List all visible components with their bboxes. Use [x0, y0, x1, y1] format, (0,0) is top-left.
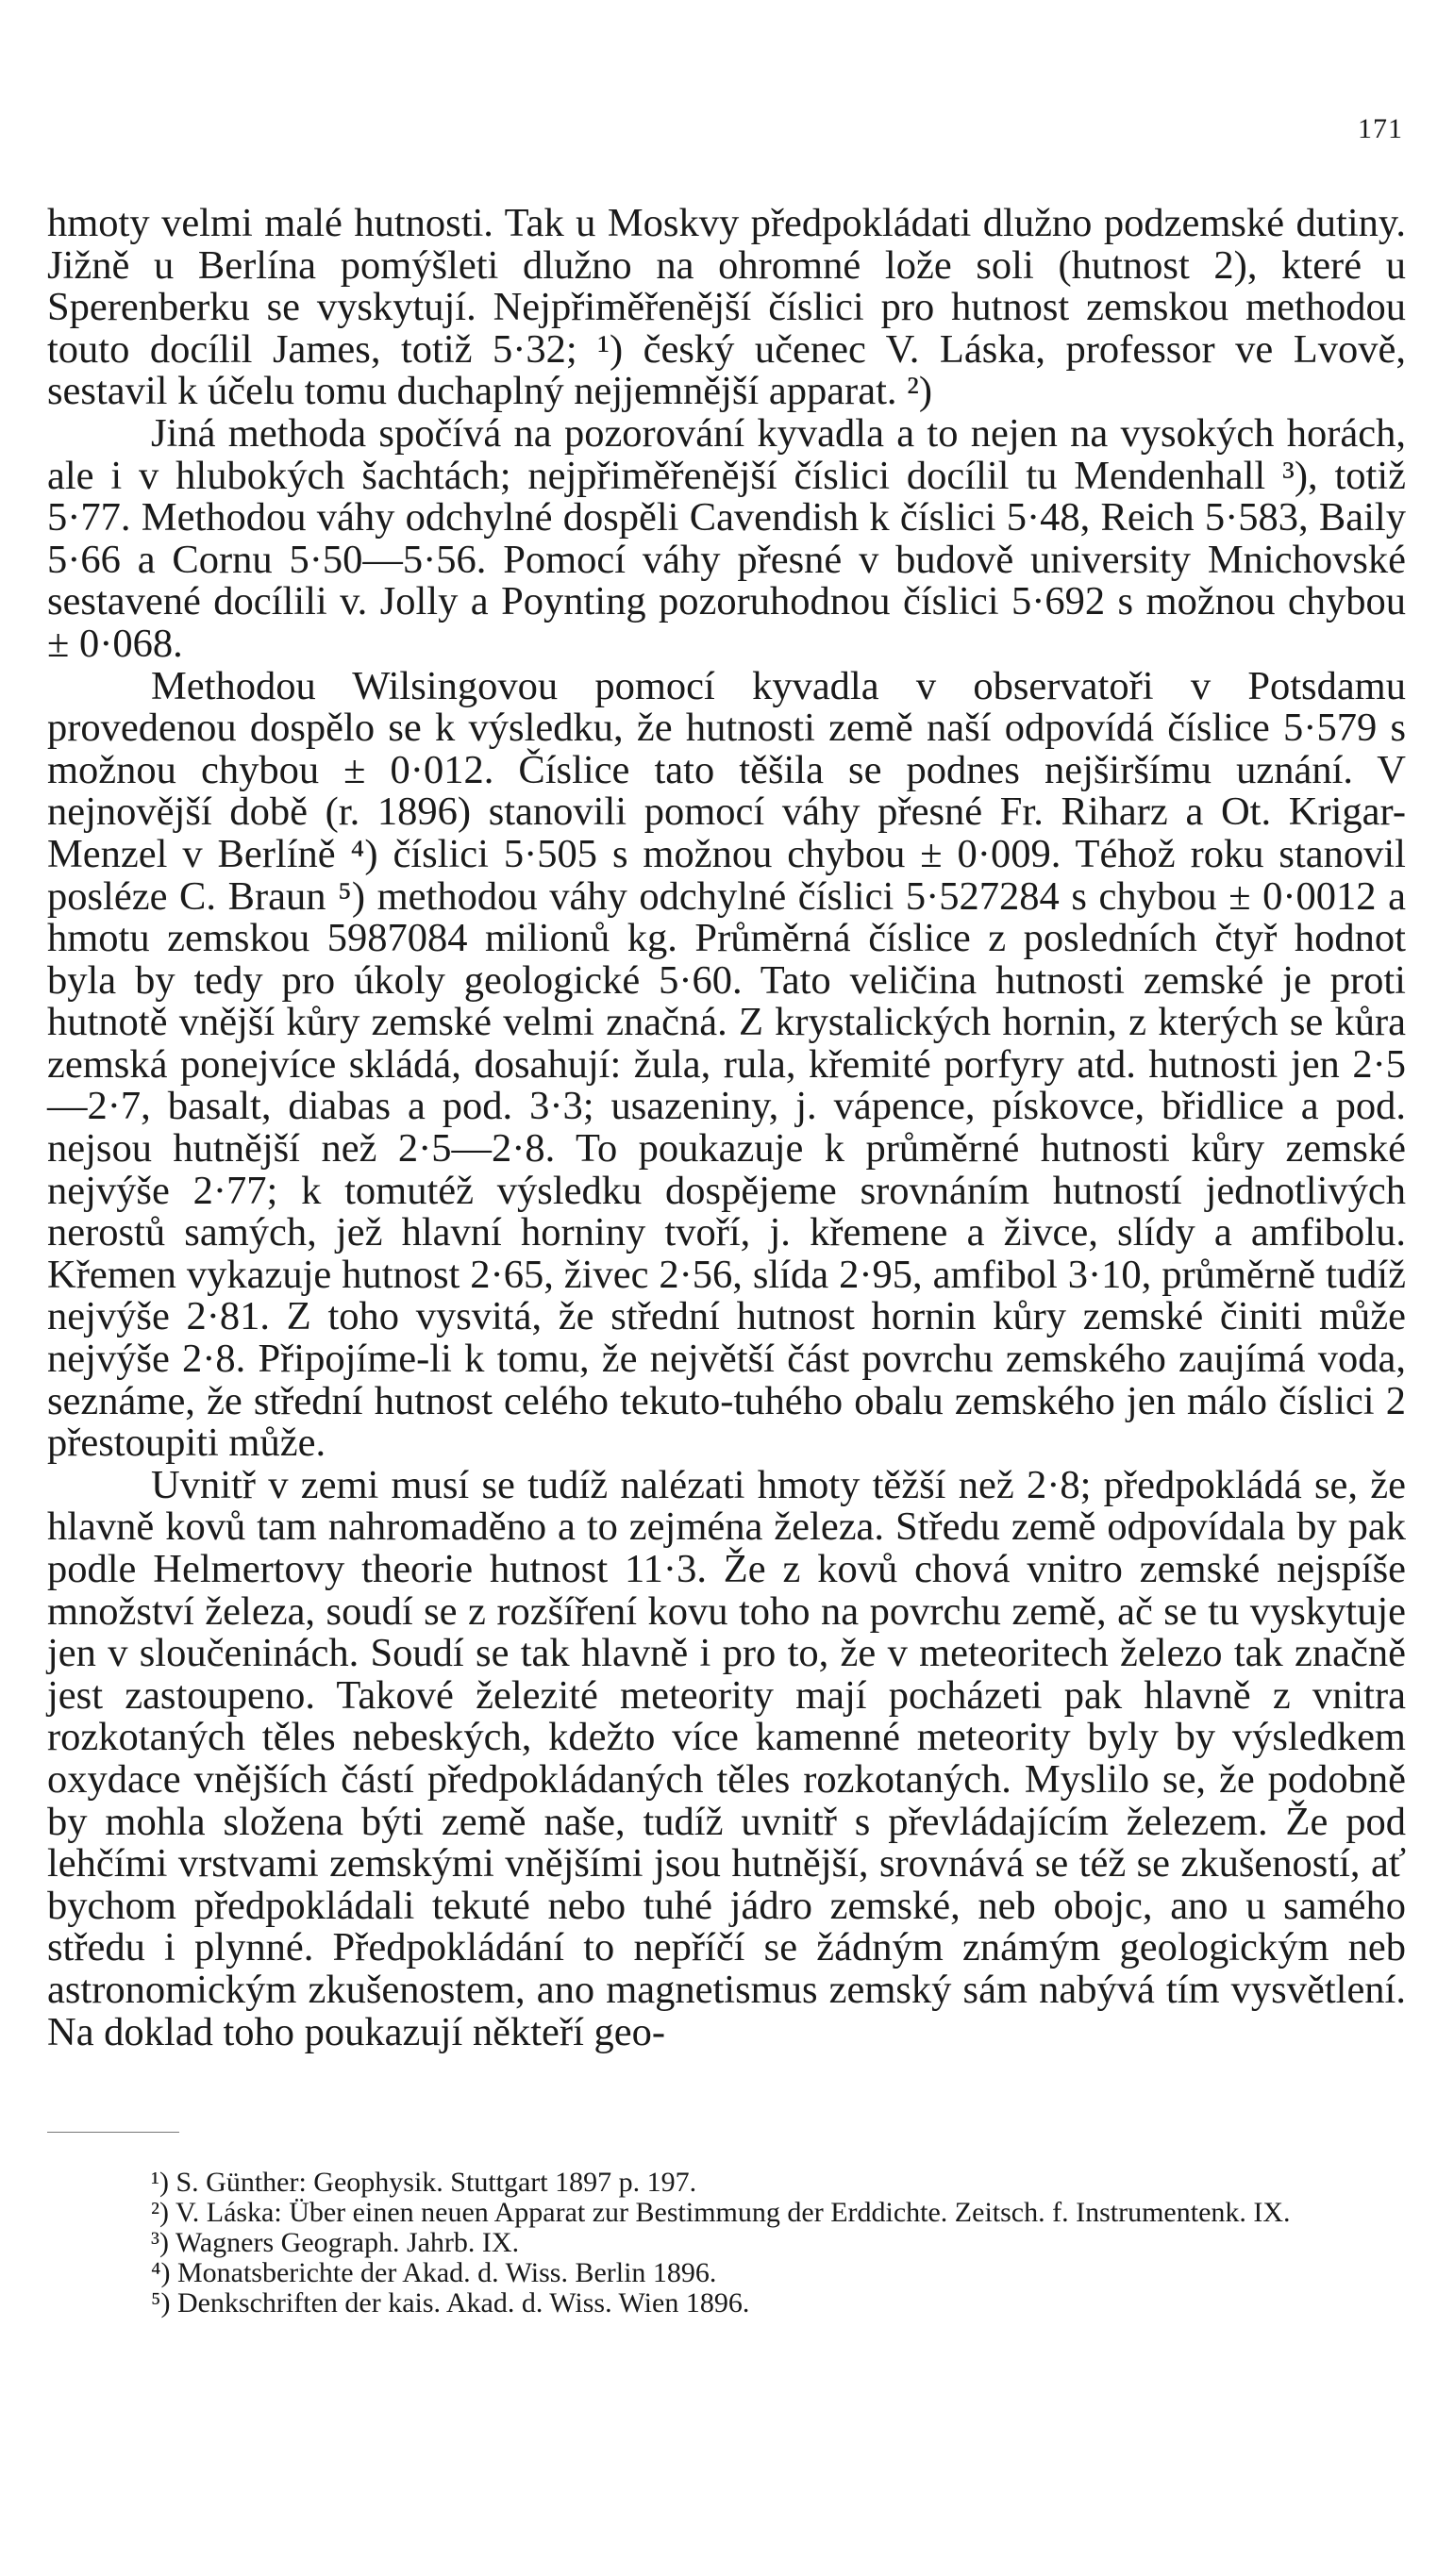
footnotes	[47, 2168, 1406, 2318]
footnote-divider	[47, 2132, 179, 2133]
footnote: ⁵) Denkschriften der kais. Akad. d. Wiss. Wien 1896.	[151, 2287, 750, 2318]
body-text	[47, 203, 1406, 2053]
footnote: ²) V. Láska: Über einen neuen Apparat zur Bestimmung der Erddichte. Zeitsch. f. Instrumentenk. IX.	[151, 2197, 1291, 2228]
footnote: ⁴) Monatsberichte der Akad. d. Wiss. Berlin 1896.	[151, 2257, 717, 2288]
paragraph: hmoty velmi malé hutnosti. Tak u Moskvy předpokládati dlužno podzemské dutiny. Jižně u Berlína pomýšleti dlužno na ohromné lože soli (hutnost 2), které u Sperenberku se vyskytují. Nejpřiměřenější číslici pro hutnost zemskou methodou touto docílil James, totiž 5·32; ¹) český učenec V. Láska, professor ve Lvově, sestavil k účelu tomu duchaplný nejjemnější apparat. ²)	[47, 201, 1406, 414]
paragraph: Methodou Wilsingovou pomocí kyvadla v observatoři v Potsdamu provedenou dospělo se k výsledku, že hutnosti země naší odpovídá číslice 5·579 s možnou chybou ± 0·012. Číslice tato těšila se podnes nejširšímu uznání. V nejnovější době (r. 1896) stanovili pomocí váhy přesné Fr. Riharz a Ot. Krigar-Menzel v Berlíně ⁴) číslici 5·505 s možnou chybou ± 0·009. Téhož roku stanovil posléze C. Braun ⁵) methodou váhy odchylné číslici 5·527284 s chybou ± 0·0012 a hmotu zemskou 5987084 milionů kg. Průměrná číslice z posledních čtyř hodnot byla by tedy pro úkoly geologické 5·60. Tato veličina hutnosti zemské je proti hutnotě vnější kůry zemské velmi značná. Z krystalických hornin, z kterých se kůra zemská ponejvíce skládá, dosahují: žula, rula, křemité porfyry atd. hutnosti jen 2·5—2·7, basalt, diabas a pod. 3·3; usazeniny, j. vápence, pískovce, břidlice a pod. nejsou hutnější než 2·5—2·8. To poukazuje k průměrné hutnosti kůry zemské nejvýše 2·77; k tomutéž výsledku dospějeme srovnáním hutností jednotlivých nerostů samých, jež hlavní horniny tvoří, j. křemene a živce, slídy a amfibolu. Křemen vykazuje hutnost 2·65, živec 2·56, slída 2·95, amfibol 3·10, průměrně tudíž nejvýše 2·81. Z toho vysvitá, že střední hutnost hornin kůry zemské činiti může nejvýše 2·8. Připojíme-li k tomu, že největší část povrchu zemského zaujímá voda, seznáme, že střední hutnost celého tekuto-tuhého obalu zemského jen málo číslici 2 přestoupiti může.	[47, 663, 1406, 1466]
footnote: ¹) S. Günther: Geophysik. Stuttgart 1897 p. 197.	[151, 2167, 697, 2198]
page-number: 171	[1358, 113, 1403, 144]
footnote: ³) Wagners Geograph. Jahrb. IX.	[151, 2227, 520, 2258]
paragraph: Jiná methoda spočívá na pozorování kyvadla a to nejen na vysokých horách, ale i v hlubokých šachtách; nejpřiměřenější číslici docílil tu Mendenhall ³), totiž 5·77. Methodou váhy odchylné dospěli Cavendish k číslici 5·48, Reich 5·583, Baily 5·66 a Cornu 5·50—5·56. Pomocí váhy přesné v budově university Mnichovské sestavené docílili v. Jolly a Poynting pozoruhodnou číslici 5·692 s možnou chybou ± 0·068.	[47, 410, 1406, 666]
paragraph: Uvnitř v zemi musí se tudíž nalézati hmoty těžší než 2·8; předpokládá se, že hlavně kovů tam nahromaděno a to zejména železa. Středu země odpovídala by pak podle Helmertovy theorie hutnost 11·3. Že z kovů chová vnitro zemské nejspíše množství železa, soudí se z rozšíření kovu toho na povrchu země, ač se tu vyskytuje jen v sloučeninách. Soudí se tak hlavně i pro to, že v meteoritech železo tak značně jest zastoupeno. Takové železité meteority mají pocházeti pak hlavně z vnitra rozkotaných těles nebeských, kdežto více kamenné meteority byly by výsledkem oxydace vnějších částí předpokládaných těles rozkotaných. Myslilo se, že podobně by mohla složena býti země naše, tudíž uvnitř s převládajícím železem. Že pod lehčími vrstvami zemskými vnějšími jsou hutnější, srovnává se též se zkušeností, ať bychom předpokládali tekuté nebo tuhé jádro zemské, neb obojc, ano u samého středu i plynné. Předpokládání to nepříčí se žádným známým geologickým neb astronomickým zkušenostem, ano magnetismus zemský sám nabývá tím vysvětlení. Na doklad toho poukazují někteří geo-	[47, 1462, 1406, 2054]
